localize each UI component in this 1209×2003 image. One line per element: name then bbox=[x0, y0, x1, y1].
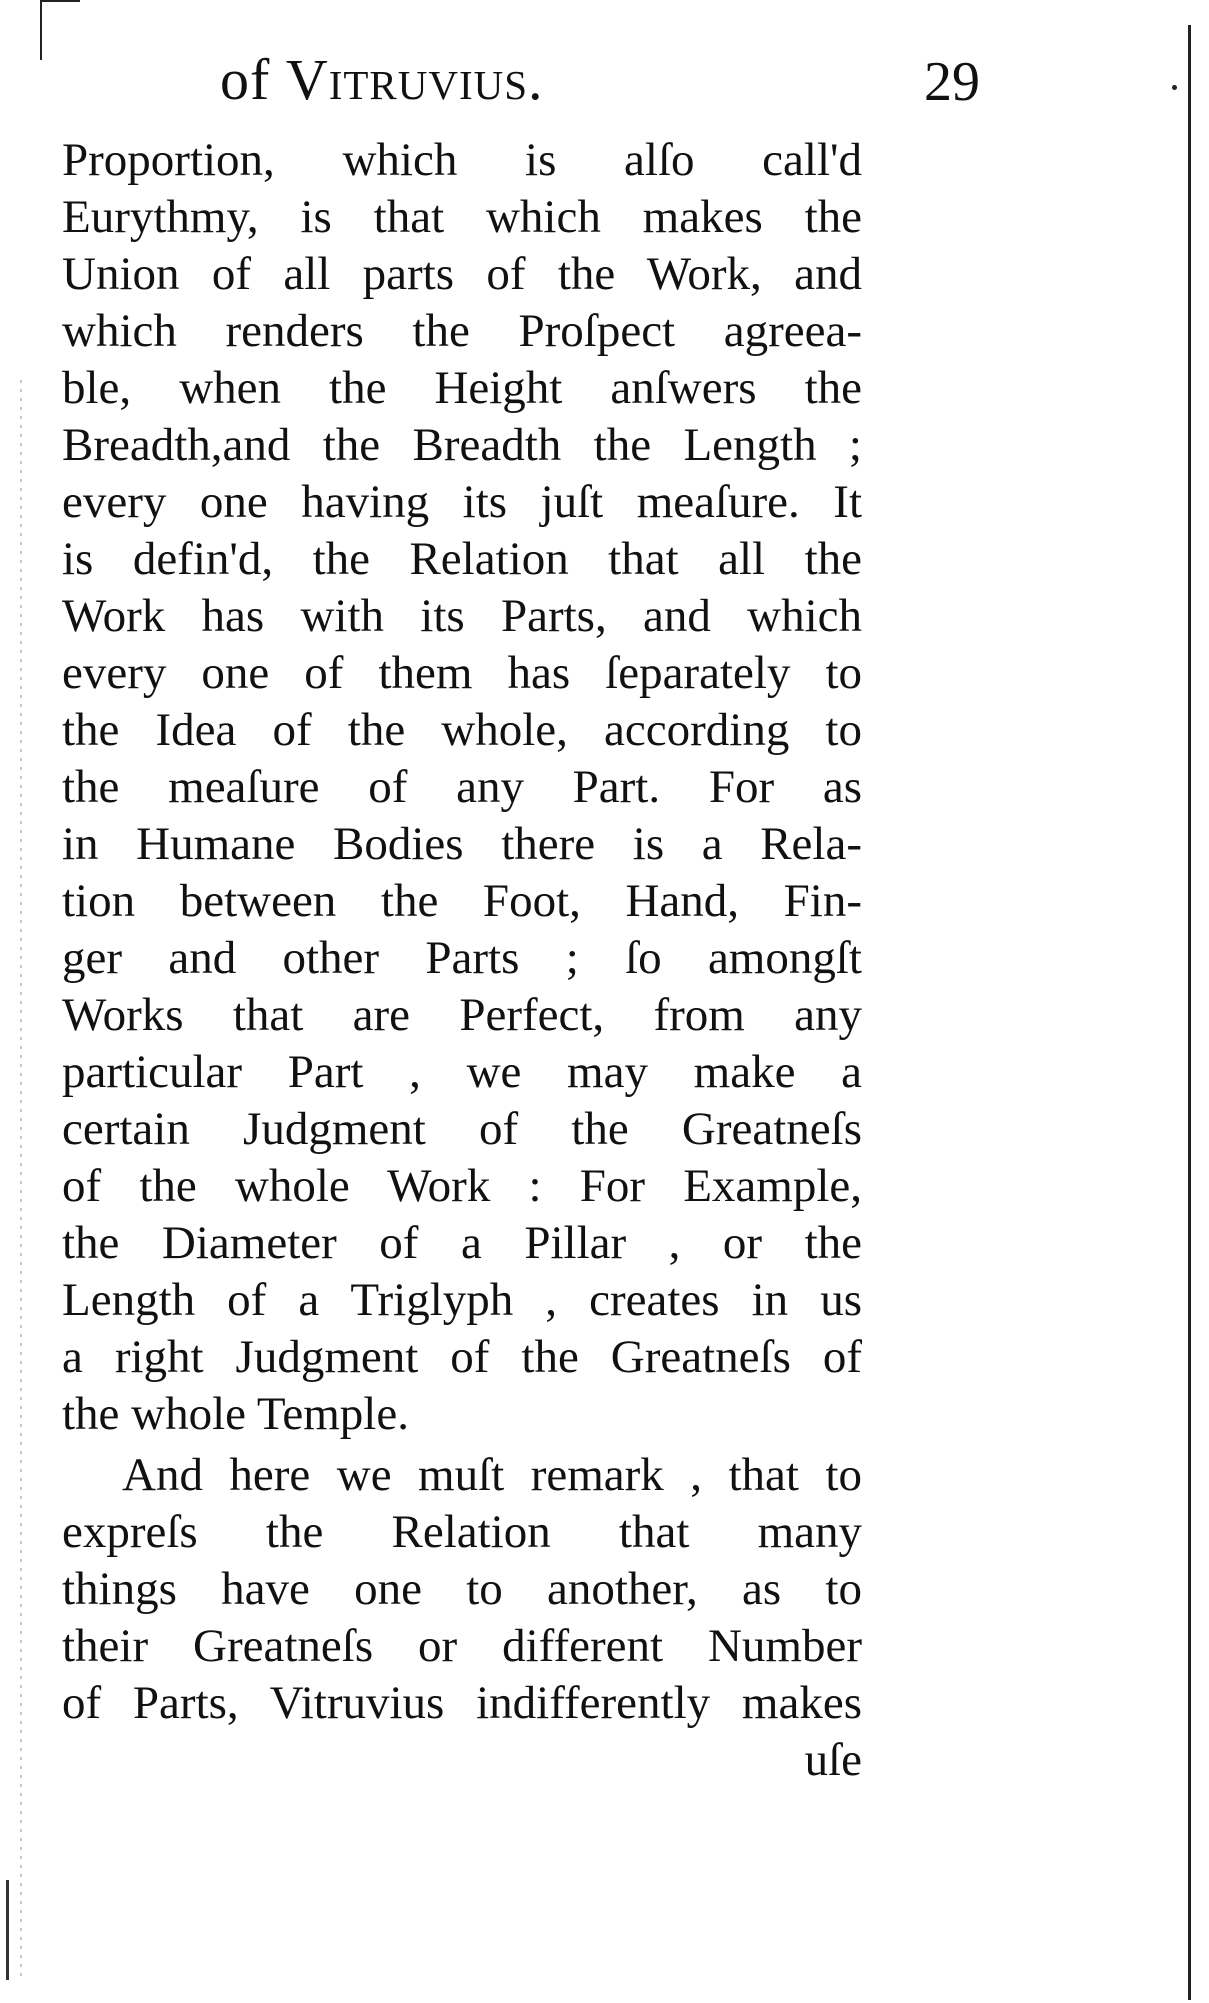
text-line: Eurythmy, is that which makes the bbox=[62, 191, 862, 243]
text-line: particular Part , we may make a bbox=[62, 1046, 862, 1098]
body-text bbox=[62, 132, 862, 1789]
scan-edge-right bbox=[1188, 25, 1191, 2000]
text-line: a right Judgment of the Greatneſs of bbox=[62, 1331, 862, 1383]
text-line: Breadth,and the Breadth the Length ; bbox=[62, 419, 862, 471]
text-line: the Diameter of a Pillar , or the bbox=[62, 1217, 862, 1269]
text-line: every one of them has ſeparately to bbox=[62, 647, 862, 699]
text-line: certain Judgment of the Greatneſs bbox=[62, 1103, 862, 1155]
text-line: in Humane Bodies there is a Rela- bbox=[62, 818, 862, 870]
text-line: which renders the Proſpect agreea- bbox=[62, 305, 862, 357]
text-line: And here we muſt remark , that to bbox=[122, 1449, 862, 1501]
text-line: is defin'd, the Relation that all the bbox=[62, 533, 862, 585]
scan-edge-left bbox=[40, 0, 42, 60]
scan-speck bbox=[1172, 85, 1177, 90]
running-title-prefix: of bbox=[220, 47, 286, 112]
text-line: the Idea of the whole, according to bbox=[62, 704, 862, 756]
text-line: the meaſure of any Part. For as bbox=[62, 761, 862, 813]
text-line: of the whole Work : For Example, bbox=[62, 1160, 862, 1212]
scan-edge-top bbox=[40, 0, 80, 2]
gutter-shadow bbox=[20, 380, 22, 1980]
text-line: of Parts, Vitruvius indifferently makes bbox=[62, 1677, 862, 1729]
text-line: the whole Temple. bbox=[62, 1388, 409, 1440]
gutter-edge bbox=[6, 1880, 9, 1980]
text-line: Proportion, which is alſo call'd bbox=[62, 134, 862, 186]
page-header bbox=[60, 46, 980, 116]
page-number: 29 bbox=[924, 51, 980, 113]
running-title bbox=[220, 46, 544, 113]
text-line: tion between the Foot, Hand, Fin- bbox=[62, 875, 862, 927]
text-line: expreſs the Relation that many bbox=[62, 1506, 862, 1558]
text-line: their Greatneſs or different Number bbox=[62, 1620, 862, 1672]
running-title-name: Vitruvius. bbox=[285, 47, 544, 112]
text-line: ger and other Parts ; ſo amongſt bbox=[62, 932, 862, 984]
catchword: uſe bbox=[804, 1734, 862, 1786]
text-line: Union of all parts of the Work, and bbox=[62, 248, 862, 300]
text-line: every one having its juſt meaſure. It bbox=[62, 476, 862, 528]
text-line: Works that are Perfect, from any bbox=[62, 989, 862, 1041]
text-line: things have one to another, as to bbox=[62, 1563, 862, 1615]
text-line: Length of a Triglyph , creates in us bbox=[62, 1274, 862, 1326]
text-line: ble, when the Height anſwers the bbox=[62, 362, 862, 414]
text-line: Work has with its Parts, and which bbox=[62, 590, 862, 642]
